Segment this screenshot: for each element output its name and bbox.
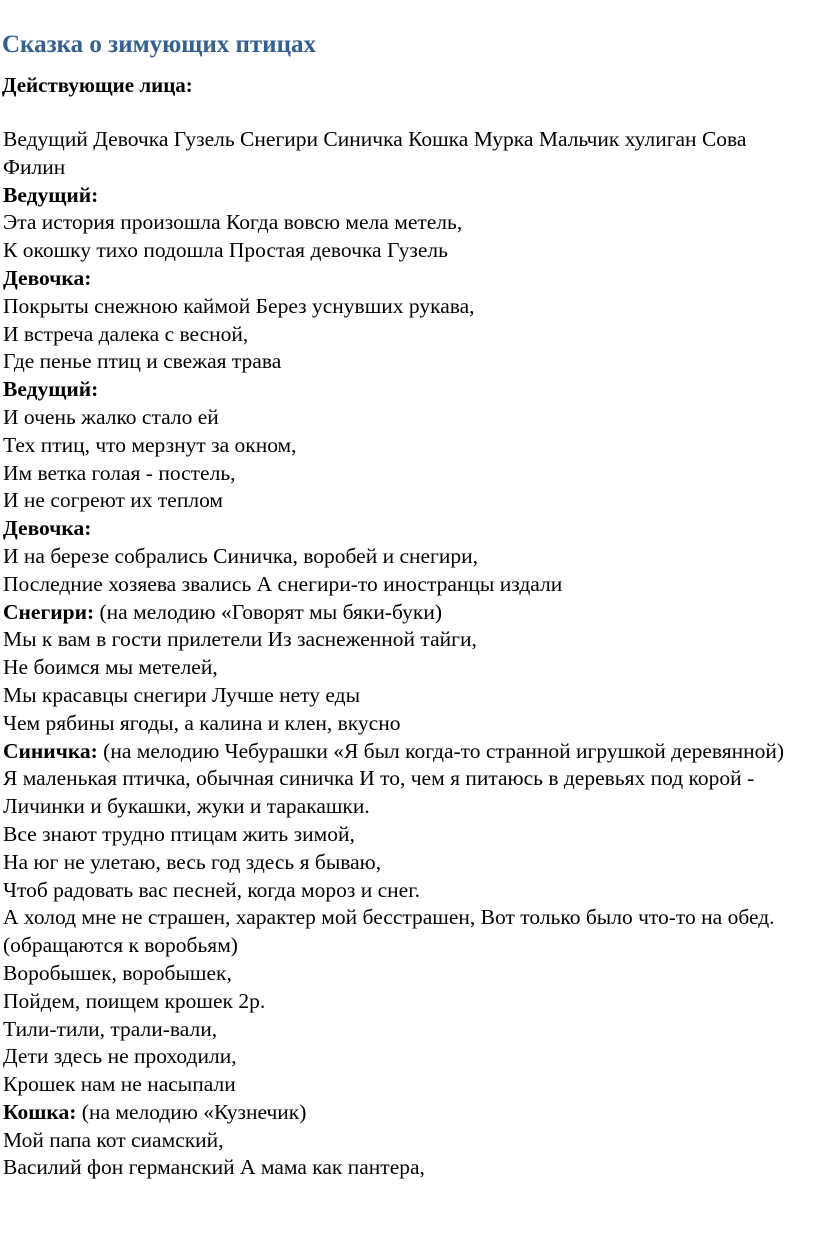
document-title: Сказка о зимующих птицах (2, 31, 316, 58)
verse-line: Василий фон германский А мама как пантера, (3, 1155, 425, 1180)
stage-direction: (на мелодию «Говорят мы бяки-буки) (94, 599, 442, 624)
verse-line: Чтоб радовать вас песней, когда мороз и снег. (3, 877, 420, 902)
speaker-label: Снегири: (3, 599, 95, 624)
speaker-label: Синичка: (3, 738, 98, 763)
verse-line: Не боимся мы метелей, (3, 655, 218, 680)
verse-line: Все знают трудно птицам жить зимой, (3, 821, 355, 846)
document-body (3, 126, 813, 1182)
verse-line: Тили-тили, трали-вали, (3, 1016, 218, 1041)
verse-line: Где пенье птиц и свежая трава (3, 349, 282, 374)
cast-list: Ведущий Девочка Гузель Снегири Синичка Кошка Мурка Мальчик хулиган Сова Филин (3, 127, 747, 179)
verse-line: Я маленькая птичка, обычная синичка И то, чем я питаюсь в деревьях под корой - Личинки и букашки, жуки и таракашки. (3, 766, 755, 819)
verse-line: Покрыты снежною каймой Берез уснувших рукава, (3, 293, 475, 318)
verse-line: Мы красавцы снегири Лучше нету еды (3, 682, 361, 707)
verse-line: Тех птиц, что мерзнут за окном, (3, 432, 297, 457)
verse-line: На юг не улетаю, весь год здесь я бываю, (3, 849, 382, 874)
speaker-label: Ведущий: (3, 377, 99, 402)
speaker-line (3, 738, 813, 766)
verse-line: К окошку тихо подошла Простая девочка Гузель (3, 238, 448, 263)
speaker-line (3, 1099, 813, 1127)
speaker-label: Девочка: (3, 516, 92, 541)
speaker-label: Ведущий: (3, 182, 99, 207)
stage-direction: (на мелодию «Кузнечик) (76, 1099, 307, 1124)
verse-line: И не согреют их теплом (3, 488, 224, 513)
speaker-line (3, 599, 813, 627)
verse-line: Эта история произошла Когда вовсю мела метель, (3, 210, 463, 235)
speaker-label: Девочка: (3, 265, 92, 290)
verse-line: И очень жалко стало ей (3, 404, 219, 429)
verse-line: Крошек нам не насыпали (3, 1072, 236, 1097)
verse-line: Последние хозяева звались А снегири-то иностранцы издали (3, 571, 563, 596)
verse-line: Мой папа кот сиамский, (3, 1127, 224, 1152)
stage-direction: (на мелодию Чебурашки «Я был когда-то странной игрушкой деревянной) (97, 738, 785, 763)
verse-line: Пойдем, поищем крошек 2р. (3, 988, 266, 1013)
verse-line: Чем рябины ягоды, а калина и клен, вкусно (3, 710, 401, 735)
verse-line: (обращаются к воробьям) (3, 933, 238, 958)
verse-line: Им ветка голая - постель, (3, 460, 236, 485)
speaker-label: Кошка: (3, 1099, 77, 1124)
verse-line: Воробышек, воробышек, (3, 960, 232, 985)
verse-line: И на березе собрались Синичка, воробей и снегири, (3, 543, 479, 568)
verse-line: Мы к вам в гости прилетели Из заснеженной тайги, (3, 627, 477, 652)
verse-line: И встреча далека с весной, (3, 321, 249, 346)
verse-line: Дети здесь не проходили, (3, 1044, 237, 1069)
cast-heading: Действующие лица: (2, 73, 193, 97)
verse-line: А холод мне не страшен, характер мой бесстрашен, Вот только было что-то на обед. (3, 905, 775, 930)
